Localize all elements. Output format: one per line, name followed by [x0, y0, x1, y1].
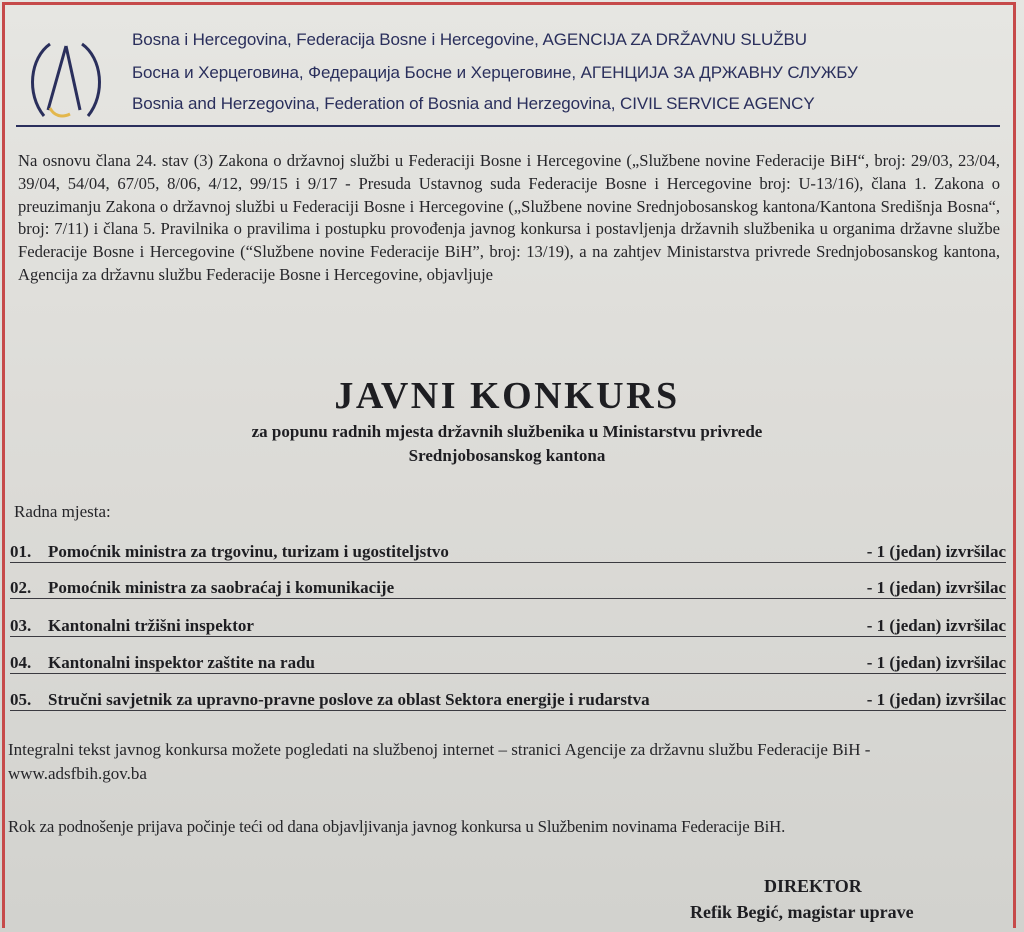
position-title: Pomoćnik ministra za saobraćaj i komunikacije — [48, 578, 395, 597]
integral-text-note: Integralni tekst javnog konkursa možete pogledati na službenoj internet – stranici Agencije za državnu službu Federacije BiH - www.adsfbih.gov.ba — [8, 740, 871, 783]
header-line-english: Bosnia and Herzegovina, Federation of Bosnia and Herzegovina, CIVIL SERVICE AGENCY — [132, 94, 815, 113]
header-line-bosnian: Bosna i Hercegovina, Federacija Bosne i Hercegovine, AGENCIJA ZA DRŽAVNU SLUŽBU — [132, 30, 807, 49]
subtitle-line-2: Srednjobosanskog kantona — [408, 446, 606, 465]
position-number: 03. — [10, 616, 32, 635]
position-row — [10, 686, 1006, 711]
position-number: 02. — [10, 578, 32, 597]
positions-label: Radna mjesta: — [14, 502, 111, 521]
page-title: JAVNI KONKURS — [334, 375, 680, 417]
position-count: - 1 (jedan) izvršilac — [866, 578, 1006, 597]
position-title: Pomoćnik ministra za trgovinu, turizam i ugostiteljstvo — [48, 542, 449, 561]
position-title: Kantonalni inspektor zaštite na radu — [48, 653, 316, 672]
position-count: - 1 (jedan) izvršilac — [866, 542, 1006, 561]
position-row — [10, 574, 1006, 599]
subtitle-line-1: za popunu radnih mjesta državnih službenika u Ministarstvu privrede — [251, 422, 763, 441]
position-row — [10, 538, 1006, 563]
header-divider — [16, 125, 1000, 127]
header-line-cyrillic: Босна и Херцеговина, Федерација Босне и Херцеговине, АГЕНЦИЈА ЗА ДРЖАВНУ СЛУЖБУ — [132, 63, 858, 82]
position-number: 05. — [10, 690, 32, 709]
agency-logo-icon — [20, 36, 112, 128]
position-row — [10, 612, 1006, 637]
position-number: 04. — [10, 653, 32, 672]
signer-name: Refik Begić, magistar uprave — [690, 902, 914, 922]
director-label: DIREKTOR — [764, 876, 862, 896]
position-count: - 1 (jedan) izvršilac — [866, 690, 1006, 709]
position-title: Kantonalni tržišni inspektor — [48, 616, 254, 635]
deadline-note: Rok za podnošenje prijava počinje teći od dana objavljivanja javnog konkursa u Službenim novinama Federacije BiH. — [8, 817, 786, 836]
intro-paragraph: Na osnovu člana 24. stav (3) Zakona o državnoj službi u Federaciji Bosne i Hercegovine („Službene novine Federacije BiH“, broj: 29/03, 23/04, 39/04, 54/04, 67/05, 8/06, 4/12, 99/15 i 9/17 - Presuda Ustavnog suda Federacije Bosne i Hercegovine broj: U-13/16), člana 1. Zakona o preuzimanju Zakona o državnoj službi u Federaciji Bosne i Hercegovine („Službene novine Srednjobosanskog kantona/Kantona Središnja Bosna“, broj: 7/11) i člana 5. Pravilnika o pravilima i postupku provođenja javnog konkursa i postavljenja državnih službenika u organima državne službe Federacije Bosne i Hercegovine (“Službene novine Federacije BiH”, broj: 13/19), a na zahtjev Ministarstva privrede Srednjobosanskog kantona, Agencija za državnu službu Federacije Bosne i Hercegovine, objavljuje — [18, 151, 1000, 284]
position-row — [10, 649, 1006, 674]
position-count: - 1 (jedan) izvršilac — [866, 616, 1006, 635]
position-number: 01. — [10, 542, 32, 561]
position-count: - 1 (jedan) izvršilac — [866, 653, 1006, 672]
position-title: Stručni savjetnik za upravno-pravne poslove za oblast Sektora energije i rudarstva — [48, 690, 650, 709]
